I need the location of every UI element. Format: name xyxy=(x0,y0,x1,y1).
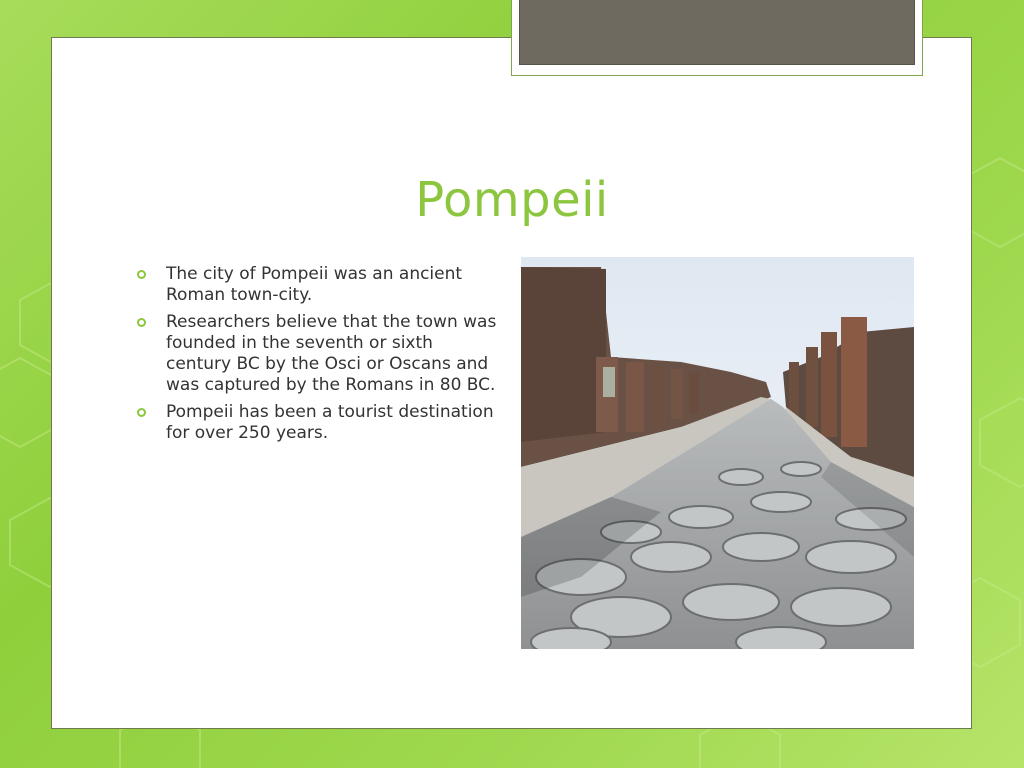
bullet-list xyxy=(137,264,497,450)
bullet-text: The city of Pompeii was an ancient Roman town-city. xyxy=(166,264,463,305)
bullet-item xyxy=(137,402,497,444)
pompeii-street-photo xyxy=(521,257,914,649)
circle-bullet-icon xyxy=(137,408,146,417)
bullet-item xyxy=(137,264,497,306)
bullet-text: Researchers believe that the town was founded in the seventh or sixth century BC by the Osci or Oscans and was captured by the Romans in 80 BC. xyxy=(166,312,497,395)
bullet-item xyxy=(137,312,497,396)
circle-bullet-icon xyxy=(137,270,146,279)
slide-title: Pompeii xyxy=(415,172,609,228)
header-tab xyxy=(511,0,923,76)
circle-bullet-icon xyxy=(137,318,146,327)
bullet-text: Pompeii has been a tourist destination for over 250 years. xyxy=(166,402,494,443)
header-tab-fill xyxy=(519,0,915,65)
